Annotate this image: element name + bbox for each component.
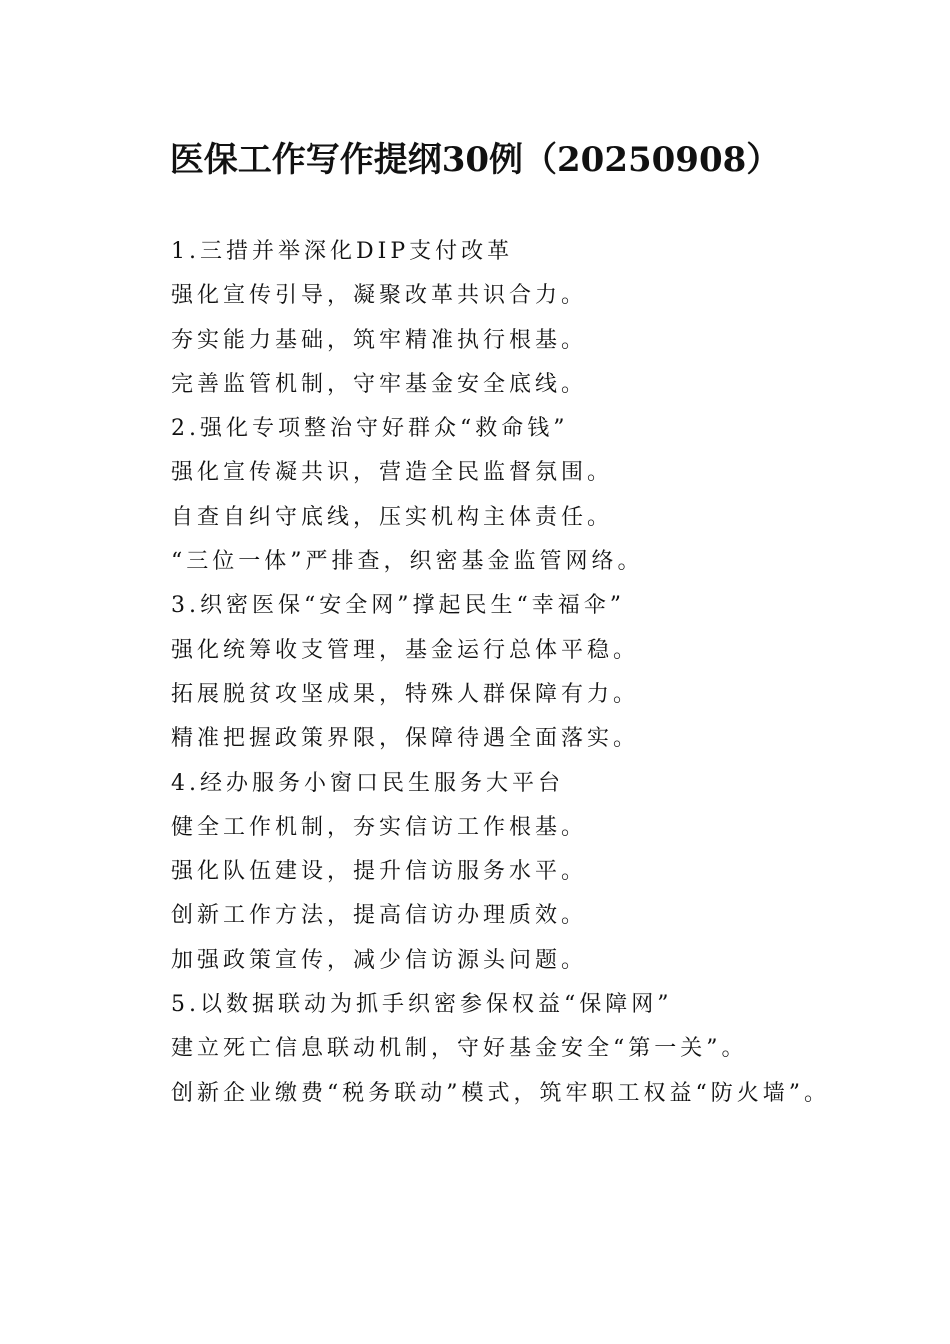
body-line: 健全工作机制，夯实信访工作根基。 bbox=[171, 814, 588, 840]
body-line: 自查自纠守底线，压实机构主体责任。 bbox=[171, 504, 614, 530]
section-heading: 4.经办服务小窗口民生服务大平台 bbox=[171, 770, 564, 796]
body-line: 拓展脱贫攻坚成果，特殊人群保障有力。 bbox=[171, 681, 640, 707]
body-line: 夯实能力基础，筑牢精准执行根基。 bbox=[171, 327, 588, 353]
body-line: 强化宣传引导，凝聚改革共识合力。 bbox=[171, 283, 588, 309]
section-heading: 3.织密医保“安全网”撑起民生“幸福伞” bbox=[171, 593, 625, 619]
section-heading: 5.以数据联动为抓手织密参保权益“保障网” bbox=[171, 992, 673, 1018]
body-line: 完善监管机制，守牢基金安全底线。 bbox=[171, 371, 588, 397]
body-line: 精准把握政策界限，保障待遇全面落实。 bbox=[171, 726, 640, 752]
body-line: 创新企业缴费“税务联动”模式，筑牢职工权益“防火墙”。 bbox=[171, 1080, 830, 1106]
body-line: 强化统筹收支管理，基金运行总体平稳。 bbox=[171, 637, 640, 663]
section-heading: 2.强化专项整治守好群众“救命钱” bbox=[171, 416, 569, 442]
document-title: 医保工作写作提纲30例（20250908） bbox=[169, 140, 781, 180]
body-line: 建立死亡信息联动机制，守好基金安全“第一关”。 bbox=[171, 1036, 748, 1062]
body-line: 加强政策宣传，减少信访源头问题。 bbox=[171, 947, 588, 973]
body-line: 强化宣传凝共识，营造全民监督氛围。 bbox=[171, 460, 614, 486]
body-line: “三位一体”严排查，织密基金监管网络。 bbox=[171, 549, 644, 575]
body-line: 创新工作方法，提高信访办理质效。 bbox=[171, 903, 588, 929]
document-body bbox=[117, 230, 832, 1116]
section-heading: 1.三措并举深化DIP支付改革 bbox=[171, 239, 514, 264]
body-line: 强化队伍建设，提升信访服务水平。 bbox=[171, 859, 588, 885]
